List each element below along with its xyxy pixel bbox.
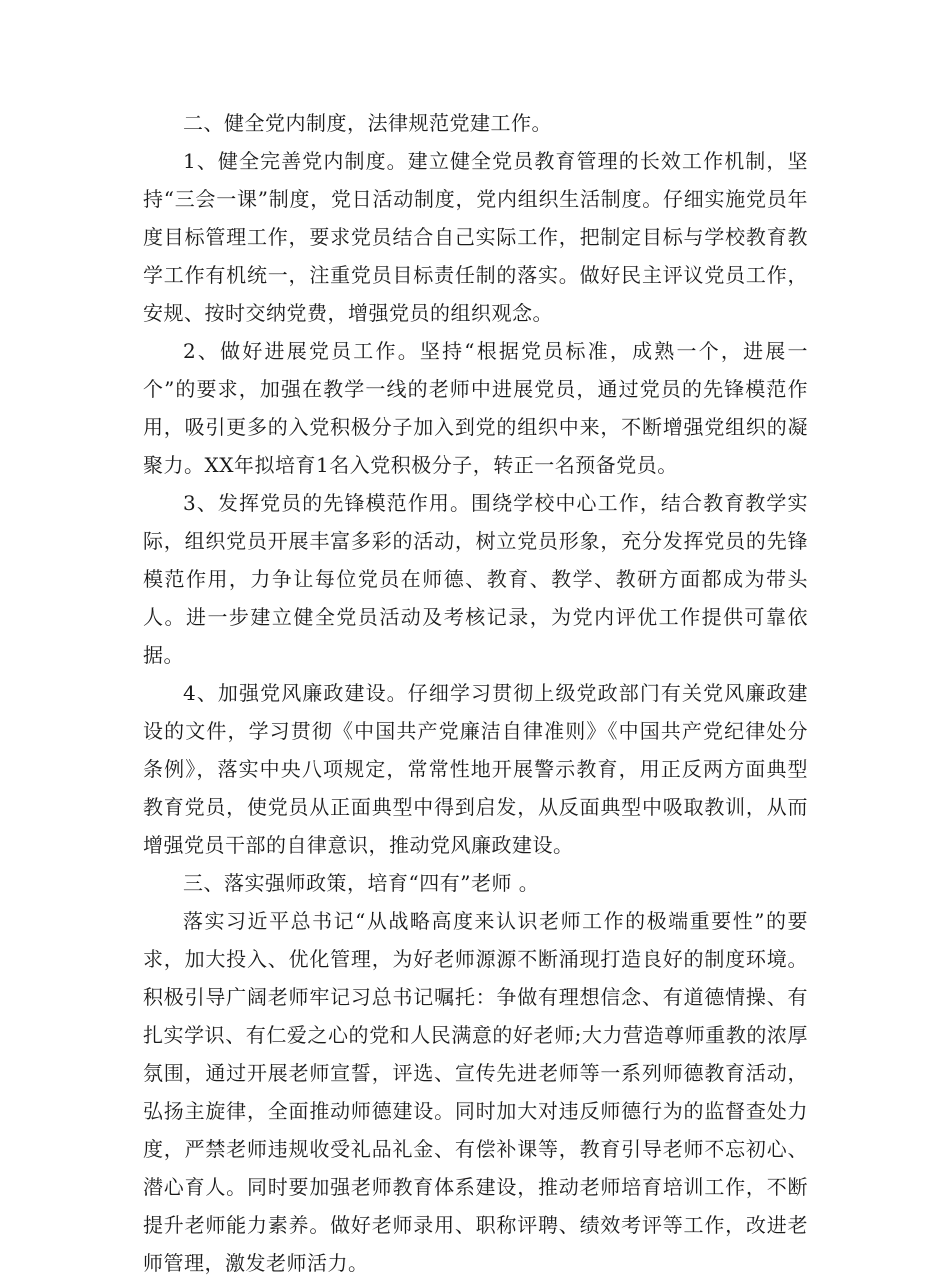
paragraph-party-system: 1、健全完善党内制度。建立健全党员教育管理的长效工作机制，坚持“三会一课”制度，党日活动制度，党内组织生活制度。仔细实施党员年度目标管理工作，要求党员结合自己实际工作，把制定目标与学校教育教学工作有机统一，注重党员目标责任制的落实。做好民主评议党员工作，安规、按时交纳党费，增强党员的组织观念。 <box>143 149 808 325</box>
section-heading-2: 二、健全党内制度，法律规范党建工作。 <box>183 111 552 135</box>
paragraph-teacher-policy: 落实习近平总书记“从战略高度来认识老师工作的极端重要性”的要求，加大投入、优化管理，为好老师源源不断涌现打造良好的制度环境。积极引导广阔老师牢记习总书记嘱托：争做有理想信念、有道德情操、有扎实学识、有仁爱之心的党和人民满意的好老师;大力营造尊师重教的浓厚氛围，通过开展老师宣誓，评选、宣传先进老师等一系列师德教育活动，弘扬主旋律，全面推动师德建设。同时加大对违反师德行为的监督查处力度，严禁老师违规收受礼品礼金、有偿补课等，教育引导老师不忘初心、潜心育人。同时要加强老师教育体系建设，推动老师培育培训工作，不断提升老师能力素养。做好老师录用、职称评聘、绩效考评等工作，改进老师管理，激发老师活力。 <box>143 909 808 1275</box>
paragraph-exemplary-role: 3、发挥党员的先锋模范作用。围绕学校中心工作，结合教育教学实际，组织党员开展丰富多彩的活动，树立党员形象，充分发挥党员的先锋模范作用，力争让每位党员在师德、教育、教学、教研方面都成为带头人。进一步建立健全党员活动及考核记录，为党内评优工作提供可靠依据。 <box>143 491 808 667</box>
paragraph-integrity: 4、加强党风廉政建设。仔细学习贯彻上级党政部门有关党风廉政建设的文件，学习贯彻《中国共产党廉洁自律准则》《中国共产党纪律处分条例》，落实中央八项规定，常常性地开展警示教育，用正反两方面典型教育党员，使党员从正面典型中得到启发，从反面典型中吸取教训，从而增强党员干部的自律意识，推动党风廉政建设。 <box>143 681 808 857</box>
document-body <box>143 104 808 1282</box>
section-heading-3: 三、落实强师政策，培育“四有”老师 。 <box>183 871 540 895</box>
paragraph-member-development: 2、做好进展党员工作。坚持“根据党员标准，成熟一个，进展一个”的要求，加强在教学一线的老师中进展党员，通过党员的先锋模范作用，吸引更多的入党积极分子加入到党的组织中来，不断增强党组织的凝聚力。XX年拟培育1名入党积极分子，转正一名预备党员。 <box>143 339 808 477</box>
